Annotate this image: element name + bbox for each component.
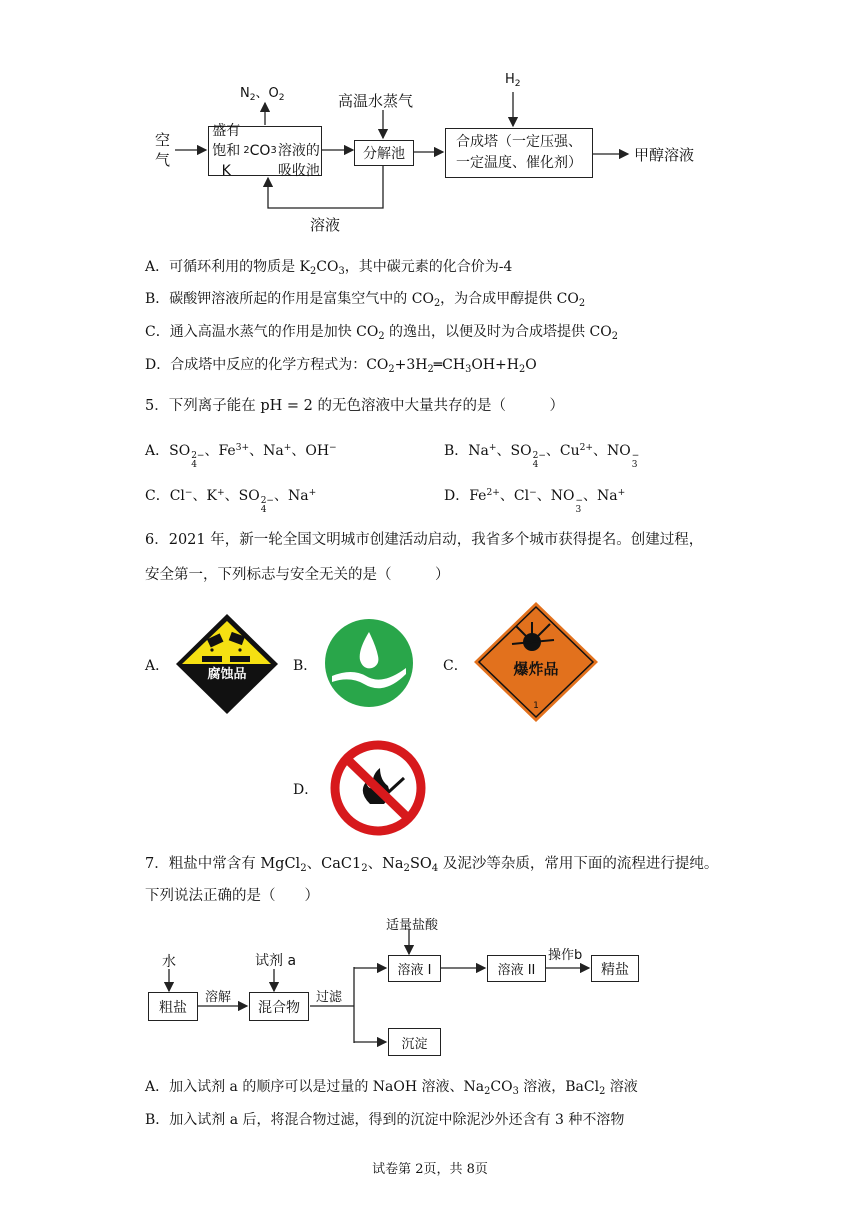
q4-option-a: A．可循环利用的物质是 $K_2CO_3$，其中碳元素的化合价为-4 — [145, 259, 513, 277]
water-label: 水 — [162, 954, 176, 970]
q7-option-b: B．加入试剂 a 后，将混合物过滤，得到的沉淀中除泥沙外还含有 3 种不溶物 — [145, 1112, 625, 1128]
corrosive-sign-text: 腐蚀品 — [207, 667, 247, 682]
h2-label: $H_2$ — [505, 72, 521, 89]
q5-stem: 5．下列离子能在 pH = 2 的无色溶液中大量共存的是（ ） — [145, 398, 564, 414]
fine-salt-box: 精盐 — [591, 955, 639, 982]
solution-2-box: 溶液 II — [487, 955, 546, 982]
q6-label-c: C． — [443, 658, 468, 674]
q5-option-a: A．SO 2− 4 、$Fe^{3+}$、Na+、OH− — [145, 443, 337, 470]
methanol-label: 甲醇溶液 — [634, 146, 695, 164]
absorber-box: 盛有饱和K 2 CO 3 溶液的吸收池 — [208, 126, 322, 176]
operation-b-label: 操作b — [548, 948, 583, 963]
explosive-sign-number: 1 — [533, 701, 539, 711]
q5-option-d: D．$Fe^{2+}$、Cl−、NO − 3 、Na+ — [444, 488, 626, 515]
explosive-sign-icon — [472, 600, 600, 724]
q7-stem-line1: 7．粗盐中常含有 MgCl$_2$、$CaC1_2$、$Na_2SO_4$ 及泥沙等杂质，常用下面的流程进行提纯。 — [145, 856, 719, 874]
n2-o2-label: $N_2$、$O_2$ — [240, 86, 285, 103]
q6-label-d: D． — [293, 782, 319, 798]
q6-label-a: A． — [145, 658, 170, 674]
dissolve-label: 溶解 — [205, 990, 232, 1005]
q7-option-a: A．加入试剂 a 的顺序可以是过量的 NaOH 溶液、$Na_2CO_3$ 溶液，BaCl$_2$ 溶液 — [145, 1079, 638, 1097]
corrosive-sign-icon — [172, 612, 282, 716]
q6-stem-line1: 6．2021 年，新一轮全国文明城市创建活动启动，我省多个城市获得提名。创建过程， — [145, 532, 704, 548]
reagent-a-label: 试剂 a — [255, 953, 297, 969]
no-fire-sign-icon — [328, 738, 428, 838]
hcl-label: 适量盐酸 — [386, 918, 439, 933]
q7-stem-line2: 下列说法正确的是（ ） — [145, 888, 319, 904]
water-saving-sign-icon — [322, 616, 416, 710]
q6-label-b: B． — [293, 658, 318, 674]
mixture-box: 混合物 — [249, 992, 309, 1021]
crude-salt-box: 粗盐 — [148, 992, 198, 1021]
q4-option-b: B．碳酸钾溶液所起的作用是富集空气中的 $CO_2$，为合成甲醇提供 $CO_2$ — [145, 291, 586, 309]
filter-label: 过滤 — [316, 990, 343, 1005]
precipitate-box: 沉淀 — [388, 1028, 441, 1056]
q4-option-c: C．通入高温水蒸气的作用是加快 $CO_2$ 的逸出，以便及时为合成塔提供 $CO_2$ — [145, 324, 618, 342]
solution-1-box: 溶液 I — [388, 955, 441, 982]
recycle-solution-label: 溶液 — [310, 216, 341, 234]
air-label: 空 气 — [155, 131, 171, 169]
explosive-sign-text: 爆炸品 — [513, 660, 559, 678]
synthesis-tower-box: 合成塔（一定压强、 一定温度、催化剂） — [445, 128, 593, 178]
q5-option-b: B．Na+、SO 2− 4 、$Cu^{2+}$、NO − 3 — [444, 443, 640, 470]
steam-label: 高温水蒸气 — [338, 92, 414, 110]
q4-option-d: D．合成塔中反应的化学方程式为：$CO_2+3H_2═CH_3OH+H_2O$ — [145, 357, 537, 375]
flow-diagram-1-arrows — [0, 0, 860, 240]
q6-stem-line2: 安全第一，下列标志与安全无关的是（ ） — [145, 567, 450, 583]
q5-option-c: C．Cl−、K+、SO 2− 4 、Na+ — [145, 488, 317, 515]
decomposer-box: 分解池 — [354, 140, 414, 166]
page-footer: 试卷第 2页，共 8页 — [372, 1162, 488, 1177]
